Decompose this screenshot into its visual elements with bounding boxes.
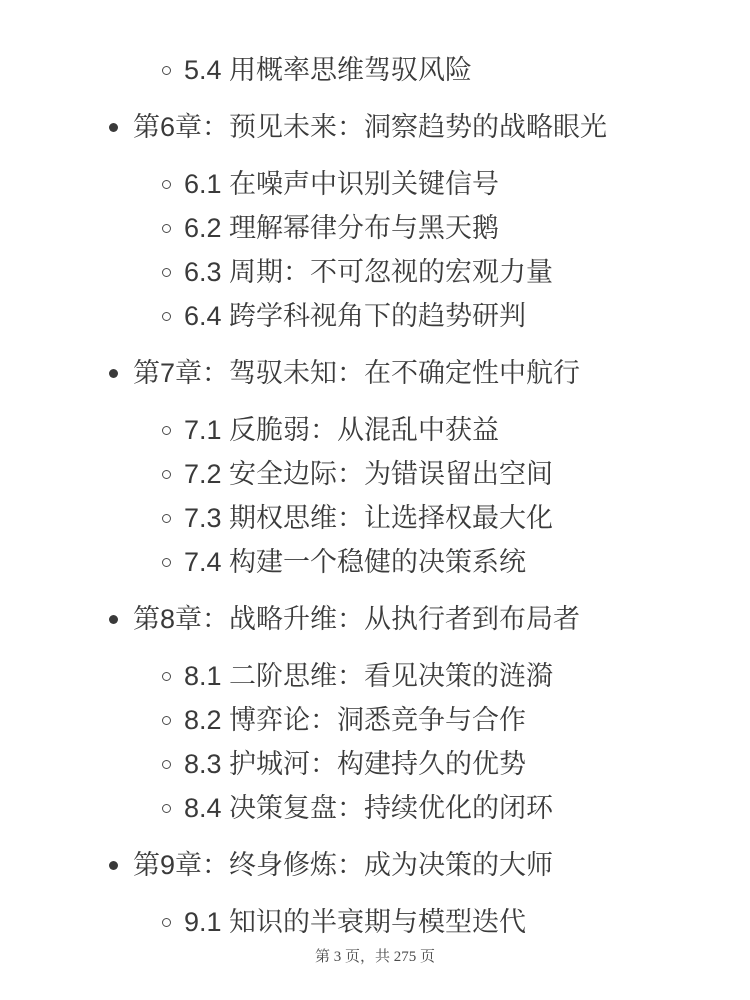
toc-sub-item [162,250,750,294]
toc-sub-item [162,654,750,698]
toc-item-label: 第8章：战略升维：从执行者到布局者 [133,604,581,634]
bullet-circle-icon [162,804,171,813]
toc-item-label: 8.1 二阶思维：看见决策的涟漪 [184,661,554,691]
bullet-circle-icon [162,514,171,523]
toc-sub-item [162,540,750,584]
toc-item-label: 8.4 决策复盘：持续优化的闭环 [184,793,554,823]
bullet-circle-icon [162,268,171,277]
bullet-circle-icon [162,426,171,435]
toc-item-label: 7.2 安全边际：为错误留出空间 [184,459,554,489]
toc-item-label: 6.2 理解幂律分布与黑天鹅 [184,213,500,243]
toc-sub-item [162,786,750,830]
bullet-circle-icon [162,672,171,681]
toc-sub-item [162,452,750,496]
bullet-circle-icon [162,470,171,479]
toc-sub-item [162,206,750,250]
bullet-disc-icon [109,615,118,624]
toc-sub-item [162,162,750,206]
bullet-circle-icon [162,180,171,189]
toc-sub-item [162,900,750,944]
bullet-circle-icon [162,558,171,567]
toc-item-label: 7.1 反脆弱：从混乱中获益 [184,415,500,445]
toc-sub-item [162,48,750,92]
bullet-disc-icon [109,861,118,870]
toc-item-label: 6.1 在噪声中识别关键信号 [184,169,500,199]
toc-item-label: 8.3 护城河：构建持久的优势 [184,749,527,779]
toc-chapter-item [109,105,750,149]
toc-sub-item [162,496,750,540]
toc-item-label: 6.4 跨学科视角下的趋势研判 [184,301,527,331]
bullet-circle-icon [162,716,171,725]
toc-sub-item [162,294,750,338]
bullet-circle-icon [162,918,171,927]
toc-chapter-item [109,843,750,887]
toc-item-label: 第9章：终身修炼：成为决策的大师 [133,850,554,880]
toc-item-label: 7.3 期权思维：让选择权最大化 [184,503,554,533]
bullet-circle-icon [162,760,171,769]
toc-sub-item [162,742,750,786]
toc-chapter-item [109,351,750,395]
bullet-circle-icon [162,66,171,75]
toc-item-label: 6.3 周期：不可忽视的宏观力量 [184,257,554,287]
toc-item-label: 9.1 知识的半衰期与模型迭代 [184,907,527,937]
bullet-circle-icon [162,224,171,233]
toc-item-label: 8.2 博弈论：洞悉竞争与合作 [184,705,527,735]
toc-item-label: 第6章：预见未来：洞察趋势的战略眼光 [133,112,608,142]
page-footer: 第 3 页，共 275 页 [314,949,435,965]
toc-item-label: 5.4 用概率思维驾驭风险 [184,55,473,85]
bullet-disc-icon [109,123,118,132]
toc-item-label: 7.4 构建一个稳健的决策系统 [184,547,527,577]
bullet-circle-icon [162,312,171,321]
bullet-disc-icon [109,369,118,378]
toc-sub-item [162,408,750,452]
toc-item-label: 第7章：驾驭未知：在不确定性中航行 [133,358,581,388]
toc-chapter-item [109,597,750,641]
toc-sub-item [162,698,750,742]
